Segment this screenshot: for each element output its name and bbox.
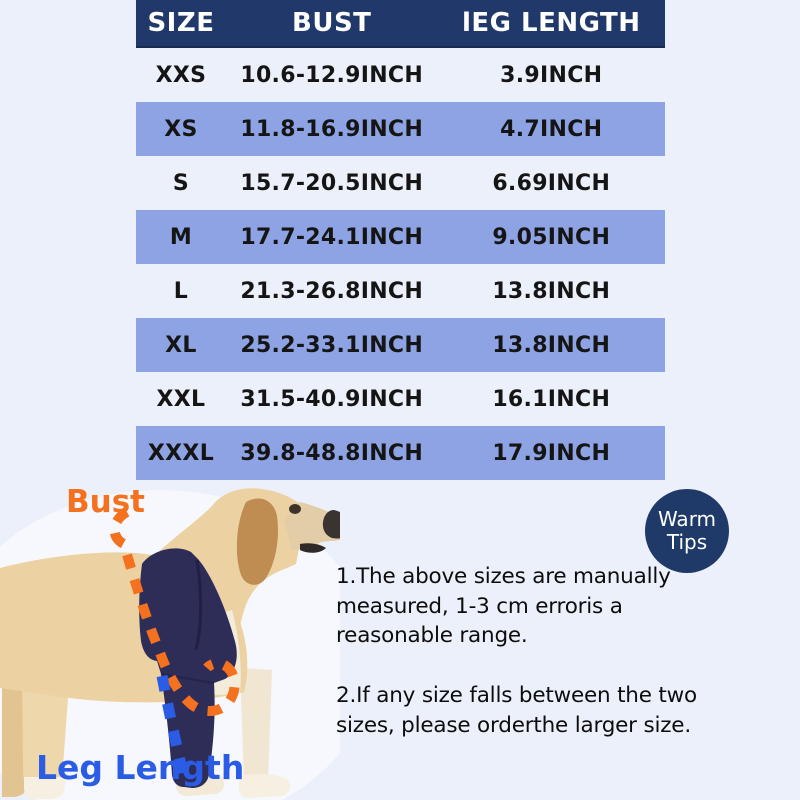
bust-cell: 10.6-12.9INCH — [240, 62, 424, 88]
table-row — [136, 156, 665, 210]
table-row — [136, 210, 665, 264]
leg-length-cell: 6.69INCH — [492, 170, 611, 196]
bust-cell: 11.8-16.9INCH — [240, 116, 424, 142]
bust-cell: 25.2-33.1INCH — [240, 332, 424, 358]
leg-length-cell: 17.9INCH — [492, 440, 611, 466]
size-cell: XXS — [155, 62, 207, 88]
note-1 — [336, 562, 708, 651]
leg-length-cell: 13.8INCH — [492, 332, 611, 358]
leg-length-cell: 13.8INCH — [492, 278, 611, 304]
bust-cell: 17.7-24.1INCH — [240, 224, 424, 250]
bust-label: Bust — [66, 484, 145, 520]
notes-block — [336, 562, 708, 740]
size-cell: M — [169, 224, 193, 250]
note-1-line2: measured, 1-3 cm erroris a — [336, 593, 623, 619]
table-row — [136, 48, 665, 102]
note-2 — [336, 681, 708, 740]
leg-length-label: Leg Length — [36, 748, 245, 787]
warm-tips-line1: Warm — [657, 507, 717, 531]
header-cell-bust: BUST — [292, 8, 372, 38]
size-cell: S — [172, 170, 190, 196]
warm-tips-line2: Tips — [666, 530, 708, 554]
bust-cell: 15.7-20.5INCH — [240, 170, 424, 196]
size-cell: XXL — [156, 386, 206, 412]
table-header-row — [136, 0, 665, 48]
dog-front-paw-far — [239, 774, 290, 798]
size-cell: XL — [165, 332, 197, 358]
note-2-line1: 2.If any size falls between the two — [336, 682, 697, 708]
size-cell: XS — [164, 116, 198, 142]
warm-tips-badge — [645, 489, 729, 573]
bust-cell: 31.5-40.9INCH — [240, 386, 424, 412]
size-cell: L — [173, 278, 189, 304]
bust-cell: 21.3-26.8INCH — [240, 278, 424, 304]
table-row — [136, 372, 665, 426]
note-1-line3: reasonable range. — [336, 623, 528, 649]
leg-length-cell: 9.05INCH — [492, 224, 611, 250]
table-row — [136, 318, 665, 372]
leg-length-cell: 3.9INCH — [500, 62, 603, 88]
table-row — [136, 264, 665, 318]
header-cell-leg-length: lEG LENGTH — [461, 8, 641, 38]
size-table — [136, 0, 665, 480]
leg-length-cell: 16.1INCH — [492, 386, 611, 412]
leg-length-cell: 4.7INCH — [500, 116, 603, 142]
bust-cell: 39.8-48.8INCH — [240, 440, 424, 466]
size-cell: XXXL — [147, 440, 215, 466]
table-row — [136, 102, 665, 156]
note-2-line2: sizes, please orderthe larger size. — [336, 712, 691, 738]
table-row — [136, 426, 665, 480]
note-1-line1: 1.The above sizes are manually — [336, 564, 671, 589]
header-cell-size: SIZE — [147, 8, 215, 38]
dog-eye — [289, 504, 301, 514]
